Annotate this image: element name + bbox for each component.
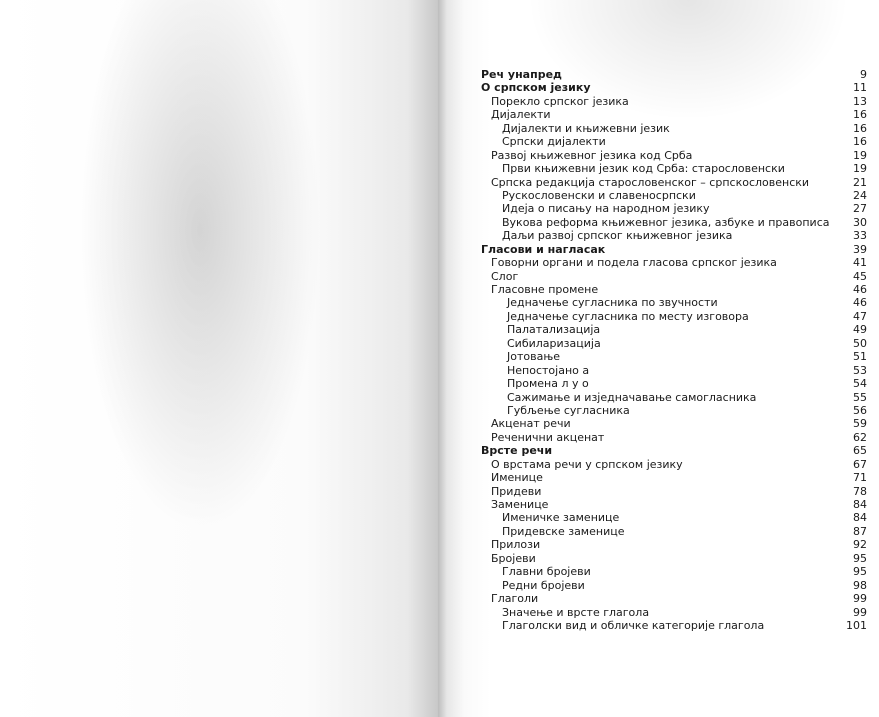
toc-entry-page-number: 11 bbox=[853, 81, 867, 95]
toc-entry-title: Реченични акценат bbox=[491, 430, 605, 444]
toc-entry bbox=[481, 417, 867, 430]
toc-entry bbox=[481, 95, 867, 108]
toc-entry bbox=[481, 243, 867, 256]
toc-entry bbox=[481, 552, 867, 565]
toc-entry bbox=[481, 511, 867, 524]
toc-entry bbox=[481, 538, 867, 551]
toc-entry-title: Гласови и нагласак bbox=[481, 242, 606, 256]
toc-entry-page-number: 47 bbox=[853, 309, 867, 323]
toc-entry-page-number: 30 bbox=[853, 215, 867, 229]
toc-entry bbox=[481, 202, 867, 215]
toc-entry-title: Акценат речи bbox=[491, 417, 571, 431]
toc-entry bbox=[481, 216, 867, 229]
toc-entry bbox=[481, 256, 867, 269]
toc-entry-page-number: 99 bbox=[853, 605, 867, 619]
toc-entry-title: Глаголски вид и обличке категорије глагола bbox=[502, 618, 765, 632]
toc-entry-page-number: 46 bbox=[853, 296, 867, 310]
toc-entry bbox=[481, 350, 867, 363]
toc-entry-page-number: 16 bbox=[853, 108, 867, 122]
toc-entry-page-number: 13 bbox=[853, 94, 867, 108]
toc-entry-page-number: 87 bbox=[853, 524, 867, 538]
toc-entry-title: Јотовање bbox=[507, 350, 560, 364]
toc-entry-title: Сибиларизација bbox=[507, 336, 601, 350]
toc-entry-page-number: 19 bbox=[853, 162, 867, 176]
toc-entry-page-number: 99 bbox=[853, 592, 867, 606]
toc-entry-page-number: 21 bbox=[853, 175, 867, 189]
toc-entry bbox=[481, 149, 867, 162]
toc-entry-title: Српска редакција старословенског – српскословенски bbox=[491, 175, 810, 189]
toc-entry-title: Дијалекти bbox=[491, 108, 551, 122]
toc-entry-page-number: 62 bbox=[853, 430, 867, 444]
toc-entry-page-number: 92 bbox=[853, 538, 867, 552]
toc-entry-page-number: 71 bbox=[853, 471, 867, 485]
toc-entry-title: Заменице bbox=[491, 498, 549, 511]
toc-entry-title: Палатализација bbox=[507, 323, 601, 337]
toc-entry bbox=[481, 377, 867, 390]
toc-entry-title: О врстама речи у српском језику bbox=[491, 457, 683, 471]
toc-entry bbox=[481, 565, 867, 578]
toc-entry bbox=[481, 108, 867, 121]
toc-entry-page-number: 95 bbox=[853, 565, 867, 579]
toc-entry-title: Глаголи bbox=[491, 592, 539, 606]
toc-entry bbox=[481, 485, 867, 498]
toc-entry-title: Слог bbox=[491, 269, 519, 283]
toc-entry-page-number: 55 bbox=[853, 390, 867, 404]
toc-entry bbox=[481, 229, 867, 242]
toc-entry-title: Даљи развој српског књижевног језика bbox=[502, 229, 733, 243]
toc-entry-title: Први књижевни језик код Срба: старословенски bbox=[502, 162, 785, 176]
toc-entry bbox=[481, 81, 867, 94]
toc-entry-title: Идеја о писању на народном језику bbox=[502, 202, 710, 216]
toc-entry-page-number: 24 bbox=[853, 188, 867, 202]
toc-entry-page-number: 27 bbox=[853, 202, 867, 216]
toc-entry-title: Именичке заменице bbox=[502, 511, 620, 525]
right-page bbox=[438, 0, 879, 717]
toc-entry-title: Дијалекти и књижевни језик bbox=[502, 121, 670, 135]
toc-entry bbox=[481, 458, 867, 471]
toc-entry bbox=[481, 162, 867, 175]
toc-entry-title: Придевске заменице bbox=[502, 524, 625, 538]
toc-entry bbox=[481, 364, 867, 377]
toc-entry bbox=[481, 337, 867, 350]
toc-entry bbox=[481, 68, 867, 81]
toc-entry bbox=[481, 579, 867, 592]
toc-entry-page-number: 45 bbox=[853, 269, 867, 283]
toc-entry-title: Реч унапред bbox=[481, 68, 562, 81]
toc-entry bbox=[481, 283, 867, 296]
toc-entry bbox=[481, 404, 867, 417]
toc-entry-title: Редни бројеви bbox=[502, 578, 585, 592]
toc-entry-title: Гласовне промене bbox=[491, 283, 599, 296]
toc-entry-page-number: 51 bbox=[853, 350, 867, 364]
toc-entry-title: Рускословенски и славеносрпски bbox=[502, 188, 696, 202]
toc-entry-title: Говорни органи и подела гласова српског језика bbox=[491, 256, 777, 270]
toc-entry bbox=[481, 498, 867, 511]
toc-entry bbox=[481, 606, 867, 619]
toc-entry bbox=[481, 525, 867, 538]
toc-entry-title: Именице bbox=[491, 471, 543, 485]
toc-entry-page-number: 84 bbox=[853, 498, 867, 511]
toc-entry-title: О српском језику bbox=[481, 81, 591, 95]
toc-entry-page-number: 101 bbox=[846, 618, 867, 632]
toc-entry-page-number: 84 bbox=[853, 511, 867, 525]
toc-entry-title: Бројеви bbox=[491, 551, 536, 565]
toc-entry bbox=[481, 444, 867, 457]
toc-entry bbox=[481, 135, 867, 148]
toc-entry-title: Једначење сугласника по месту изговора bbox=[507, 309, 749, 323]
toc-entry-page-number: 59 bbox=[853, 417, 867, 431]
toc-entry-page-number: 9 bbox=[860, 68, 867, 81]
toc-entry-title: Једначење сугласника по звучности bbox=[507, 296, 718, 310]
toc-entry-page-number: 78 bbox=[853, 484, 867, 498]
toc-entry-title: Главни бројеви bbox=[502, 565, 591, 579]
toc-entry bbox=[481, 323, 867, 336]
toc-entry bbox=[481, 310, 867, 323]
toc-entry-title: Српски дијалекти bbox=[502, 135, 606, 149]
toc-entry bbox=[481, 296, 867, 309]
toc-entry-page-number: 98 bbox=[853, 578, 867, 592]
toc-entry bbox=[481, 270, 867, 283]
toc-entry-page-number: 39 bbox=[853, 242, 867, 256]
toc-entry-page-number: 49 bbox=[853, 323, 867, 337]
toc-entry-page-number: 33 bbox=[853, 229, 867, 243]
toc-entry-page-number: 65 bbox=[853, 444, 867, 458]
toc-entry-page-number: 67 bbox=[853, 457, 867, 471]
toc-entry bbox=[481, 391, 867, 404]
toc-entry-title: Порекло српског језика bbox=[491, 94, 629, 108]
toc-entry-title: Сажимање и изједначавање самогласника bbox=[507, 390, 757, 404]
toc-entry bbox=[481, 592, 867, 605]
toc-entry-page-number: 16 bbox=[853, 121, 867, 135]
toc-entry-page-number: 56 bbox=[853, 403, 867, 417]
left-page bbox=[0, 0, 438, 717]
toc-entry bbox=[481, 176, 867, 189]
toc-entry-page-number: 46 bbox=[853, 283, 867, 296]
toc-entry-title: Врсте речи bbox=[481, 444, 553, 458]
toc-entry bbox=[481, 619, 867, 632]
toc-entry-page-number: 95 bbox=[853, 551, 867, 565]
toc-entry-title: Промена л у о bbox=[507, 377, 589, 391]
toc-entry bbox=[481, 189, 867, 202]
toc-entry bbox=[481, 122, 867, 135]
toc-entry-title: Губљење сугласника bbox=[507, 403, 630, 417]
toc-entry-page-number: 53 bbox=[853, 363, 867, 377]
table-of-contents bbox=[481, 68, 867, 632]
toc-entry-page-number: 54 bbox=[853, 377, 867, 391]
toc-entry-title: Значење и врсте глагола bbox=[502, 605, 650, 619]
toc-entry-title: Непостојано а bbox=[507, 363, 590, 377]
toc-entry-page-number: 16 bbox=[853, 135, 867, 149]
toc-entry bbox=[481, 471, 867, 484]
toc-entry bbox=[481, 431, 867, 444]
toc-entry-page-number: 50 bbox=[853, 336, 867, 350]
toc-entry-page-number: 19 bbox=[853, 148, 867, 162]
toc-entry-title: Развој књижевног језика код Срба bbox=[491, 148, 693, 162]
toc-entry-title: Вукова реформа књижевног језика, азбуке и правописа bbox=[502, 215, 830, 229]
toc-entry-title: Придеви bbox=[491, 484, 542, 498]
toc-entry-title: Прилози bbox=[491, 538, 541, 552]
toc-entry-page-number: 41 bbox=[853, 256, 867, 270]
